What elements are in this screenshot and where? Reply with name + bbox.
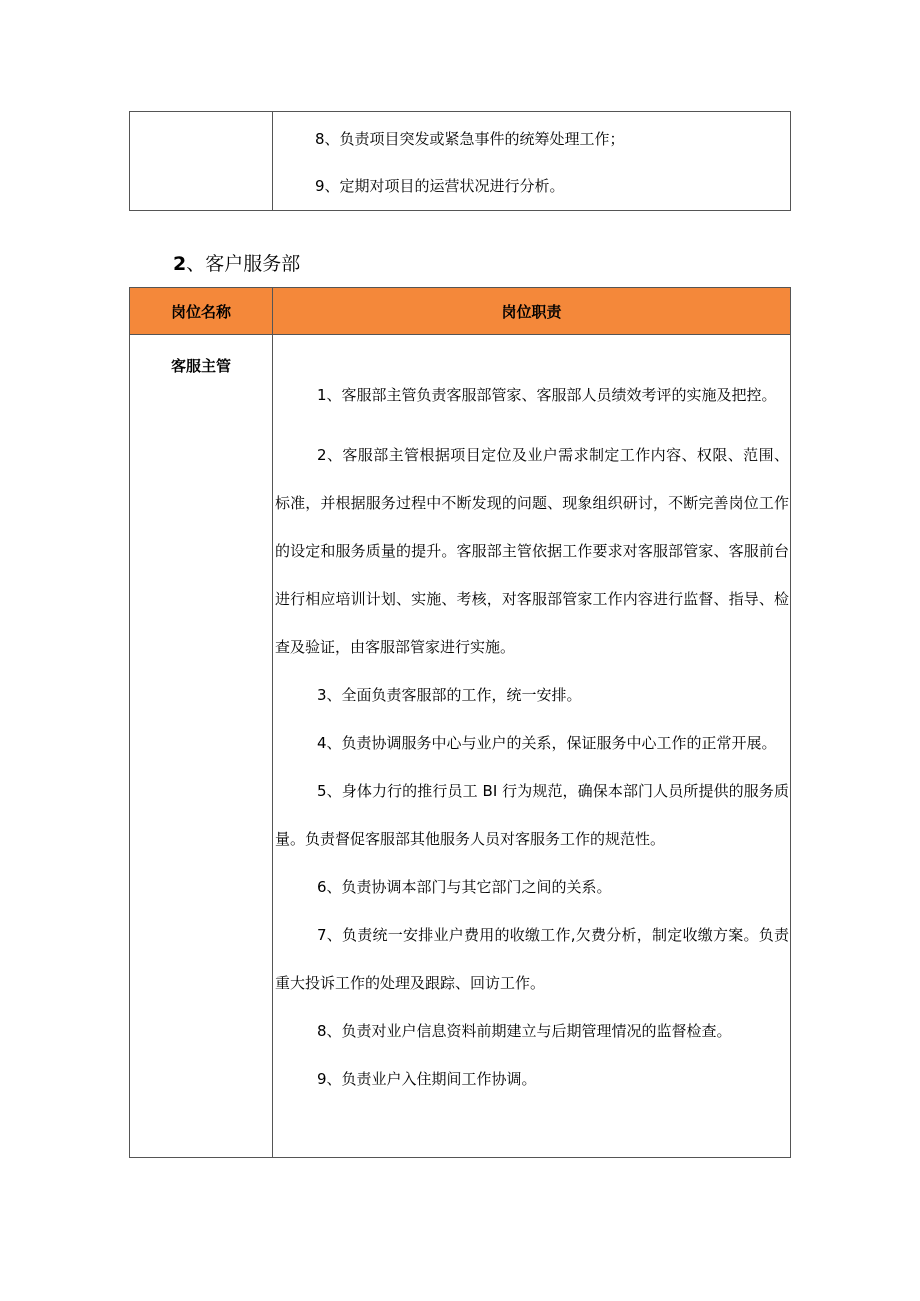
section-heading: [173, 249, 300, 276]
header-position-duties: 岗位职责: [273, 288, 791, 335]
previous-duties-table: [129, 111, 791, 211]
position-name: 客服主管: [170, 357, 231, 375]
duties-cell: [273, 335, 791, 1158]
duty-item: 9、定期对项目的运营状况进行分析。: [315, 177, 565, 195]
table-row: [130, 335, 791, 1158]
duty-item: 1、客服部主管负责客服部管家、客服部人员绩效考评的实施及把控。: [317, 386, 777, 404]
duty-item: 5、身体力行的推行员工 BI 行为规范，确保本部门人员所提供的服务质量。负责督促客服部其他服务人员对客服务工作的规范性。: [275, 782, 789, 848]
position-cell-empty: [130, 112, 273, 211]
duties-cell: [273, 112, 791, 211]
duty-item: 3、全面负责客服部的工作，统一安排。: [317, 686, 582, 704]
customer-service-table: [129, 287, 791, 1158]
duty-item: 8、负责项目突发或紧急事件的统筹处理工作；: [315, 130, 625, 148]
duty-item: 8、负责对业户信息资料前期建立与后期管理情况的监督检查。: [317, 1022, 732, 1040]
table-row: [130, 112, 791, 211]
section-number: 2: [173, 253, 187, 275]
duty-item: 4、负责协调服务中心与业户的关系，保证服务中心工作的正常开展。: [317, 734, 777, 752]
duty-item: 2、客服部主管根据项目定位及业户需求制定工作内容、权限、范围、标准，并根据服务过程中不断发现的问题、现象组织研讨，不断完善岗位工作的设定和服务质量的提升。客服部主管依据工作要求对客服部管家、客服前台进行相应培训计划、实施、考核，对客服部管家工作内容进行监督、指导、检查及验证，由客服部管家进行实施。: [275, 446, 789, 656]
header-position-name: 岗位名称: [130, 288, 273, 335]
position-cell: [130, 335, 273, 1158]
table-header-row: [130, 288, 791, 335]
duty-item: 6、负责协调本部门与其它部门之间的关系。: [317, 878, 612, 896]
duty-item: 9、负责业户入住期间工作协调。: [317, 1070, 537, 1088]
section-title: 、客户服务部: [186, 253, 301, 275]
duty-item: 7、负责统一安排业户费用的收缴工作,欠费分析，制定收缴方案。负责重大投诉工作的处理及跟踪、回访工作。: [275, 926, 789, 992]
